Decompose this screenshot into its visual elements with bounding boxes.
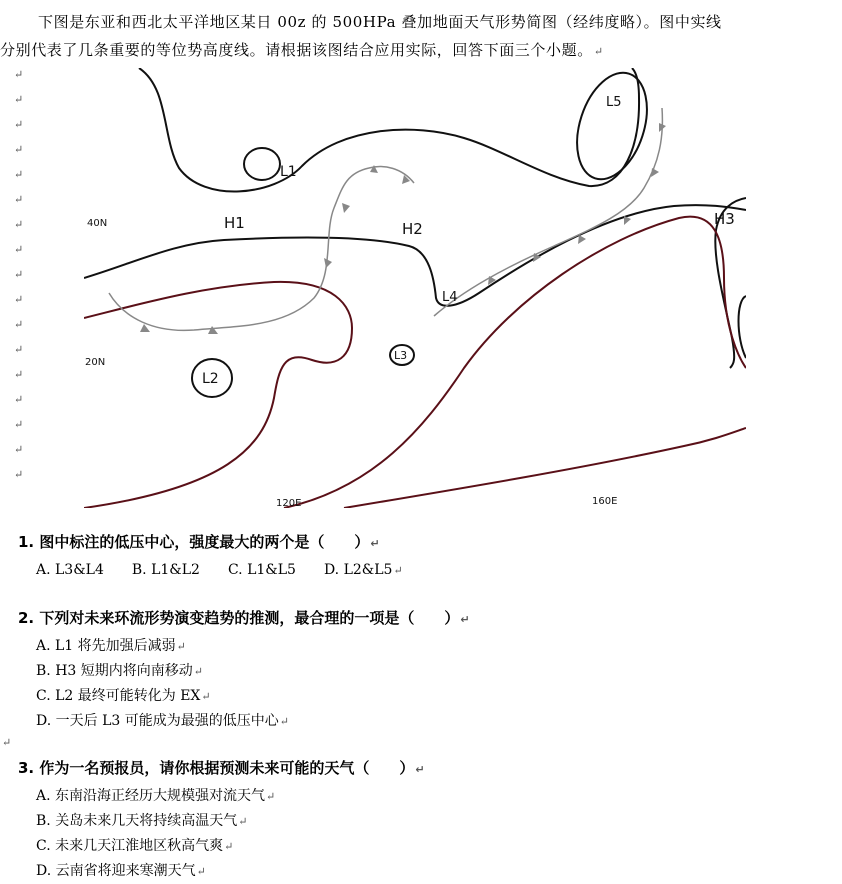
contour-red-south [344, 428, 746, 508]
label-lon-120: 120E [276, 498, 302, 508]
l5-low-ring [565, 68, 660, 188]
intro-line-1: 下图是东亚和西北太平洋地区某日 00z 的 500HPa 叠加地面天气形势简图（经纬度略）。图中实线 [38, 13, 722, 31]
intro-paragraph [0, 8, 842, 66]
question-1-options [18, 558, 403, 583]
paragraph-mark-icon: ↵ [279, 715, 289, 728]
gutter-mark: ↵ [14, 343, 24, 356]
question-3-options [18, 784, 425, 884]
option-3b-text: B. 关岛未来几天将持续高温天气 [36, 813, 238, 829]
option-3d-text: D. 云南省将迎来寒潮天气 [36, 863, 196, 879]
label-h1: H1 [224, 214, 245, 232]
option-3b[interactable] [36, 809, 425, 834]
contour-h1-north [139, 68, 639, 191]
option-3c[interactable] [36, 834, 425, 859]
label-h2: H2 [402, 220, 423, 238]
gutter-mark: ↵ [14, 93, 24, 106]
question-1-text: 1. 图中标注的低压中心，强度最大的两个是（ ） [18, 533, 370, 551]
label-l2: L2 [202, 371, 219, 387]
label-l3: L3 [394, 349, 408, 362]
gutter-mark: ↵ [14, 368, 24, 381]
option-2c-text: C. L2 最终可能转化为 EX [36, 688, 201, 704]
question-2-text: 2. 下列对未来环流形势演变趋势的推测，最合理的一项是（ ） [18, 609, 460, 627]
question-2 [18, 604, 470, 734]
question-1-title [18, 528, 403, 558]
option-1c[interactable]: C. L1&L5 [227, 562, 296, 578]
paragraph-mark-icon: ↵ [415, 763, 425, 776]
option-2a[interactable] [36, 634, 470, 659]
option-1a[interactable]: A. L3&L4 [36, 562, 104, 578]
weather-map [84, 68, 746, 508]
label-lat-20: 20N [85, 357, 106, 368]
gutter-mark: ↵ [14, 268, 24, 281]
option-1b[interactable]: B. L1&L2 [131, 562, 200, 578]
gutter-mark: ↵ [14, 468, 24, 481]
question-3 [18, 754, 425, 884]
left-gutter [14, 68, 28, 493]
gutter-mark: ↵ [14, 68, 24, 81]
gap-paragraph-mark-icon: ↵ [2, 736, 12, 749]
option-3a-text: A. 东南沿海正经历大规模强对流天气 [36, 788, 266, 804]
question-2-options [18, 634, 470, 734]
gutter-mark: ↵ [14, 218, 24, 231]
intro-line-2: 分别代表了几条重要的等位势高度线。请根据该图结合应用实际，回答下面三个小题。 [0, 41, 593, 59]
label-l4: L4 [442, 290, 458, 305]
paragraph-mark-icon: ↵ [193, 665, 203, 678]
option-1d[interactable]: D. L2&L5 [323, 562, 393, 578]
question-1 [18, 528, 403, 583]
option-3a[interactable] [36, 784, 425, 809]
paragraph-mark-icon: ↵ [238, 815, 248, 828]
gutter-mark: ↵ [14, 418, 24, 431]
gutter-mark: ↵ [14, 143, 24, 156]
l1-low-ring [244, 148, 280, 180]
paragraph-mark-icon: ↵ [201, 690, 211, 703]
paragraph-mark-icon: ↵ [460, 613, 470, 626]
gutter-mark: ↵ [14, 443, 24, 456]
option-2c[interactable] [36, 684, 470, 709]
gutter-mark: ↵ [14, 318, 24, 331]
label-l1: L1 [280, 164, 297, 180]
gutter-mark: ↵ [14, 193, 24, 206]
contour-red-east [284, 217, 746, 508]
contour-red-l2 [84, 282, 352, 508]
paragraph-mark-icon: ↵ [224, 840, 234, 853]
label-lon-160: 160E [592, 496, 618, 507]
paragraph-mark-icon: ↵ [266, 790, 276, 803]
gutter-mark: ↵ [14, 168, 24, 181]
paragraph-mark-icon: ↵ [393, 564, 403, 577]
contour-h3-east [739, 296, 747, 358]
paragraph-mark-icon: ↵ [370, 537, 380, 550]
option-2d[interactable] [36, 709, 470, 734]
gutter-mark: ↵ [14, 118, 24, 131]
front-cold [109, 167, 414, 331]
option-2b-text: B. H3 短期内将向南移动 [36, 663, 193, 679]
weather-map-svg [84, 68, 746, 508]
gutter-mark: ↵ [14, 293, 24, 306]
option-2d-text: D. 一天后 L3 可能成为最强的低压中心 [36, 713, 279, 729]
label-lat-40: 40N [87, 218, 108, 229]
gutter-mark: ↵ [14, 393, 24, 406]
option-2a-text: A. L1 将先加强后减弱 [36, 638, 176, 654]
question-3-text: 3. 作为一名预报员，请你根据预测未来可能的天气（ ） [18, 759, 415, 777]
label-h3: H3 [714, 210, 735, 228]
option-2b[interactable] [36, 659, 470, 684]
option-3c-text: C. 未来几天江淮地区秋高气爽 [36, 838, 224, 854]
question-3-title [18, 754, 425, 784]
gutter-mark: ↵ [14, 243, 24, 256]
paragraph-mark-icon: ↵ [176, 640, 186, 653]
paragraph-mark-icon: ↵ [593, 45, 604, 58]
paragraph-mark-icon: ↵ [196, 865, 206, 878]
label-l5: L5 [606, 95, 622, 110]
question-2-title [18, 604, 470, 634]
option-3d[interactable] [36, 859, 425, 884]
